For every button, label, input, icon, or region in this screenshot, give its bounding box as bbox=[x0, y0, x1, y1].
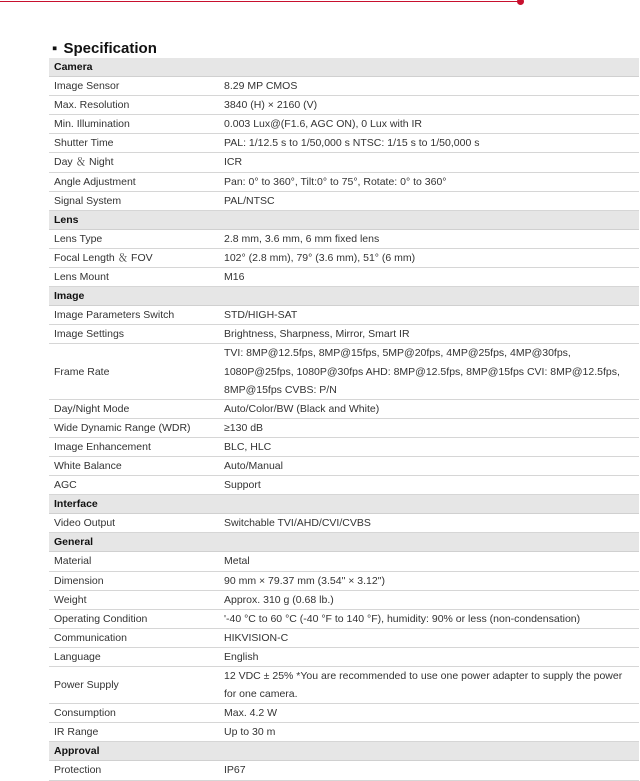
spec-value: STD/HIGH-SAT bbox=[218, 306, 639, 325]
table-row bbox=[49, 134, 639, 153]
section-header-approval bbox=[49, 742, 639, 761]
table-row bbox=[49, 77, 639, 96]
spec-value: 102° (2.8 mm), 79° (3.6 mm), 51° (6 mm) bbox=[218, 248, 639, 267]
table-row bbox=[49, 306, 639, 325]
spec-label: Lens Type bbox=[49, 229, 218, 248]
spec-value: Approx. 310 g (0.68 lb.) bbox=[218, 590, 639, 609]
table-row bbox=[49, 456, 639, 475]
table-row bbox=[49, 399, 639, 418]
section-title: Lens bbox=[49, 210, 639, 229]
spec-value: 12 VDC ± 25% *You are recommended to use one power adapter to supply the power for one camera. bbox=[218, 667, 639, 704]
spec-value: TVI: 8MP@12.5fps, 8MP@15fps, 5MP@20fps, 4MP@25fps, 4MP@30fps, 1080P@25fps, 1080P@30fps AHD: 8MP@12.5fps, 8MP@15fps CVI: 8MP@12.5fps, 8MP@15fps CVBS: P/N bbox=[218, 344, 639, 399]
spec-value: ≥130 dB bbox=[218, 418, 639, 437]
spec-value: Auto/Color/BW (Black and White) bbox=[218, 399, 639, 418]
spec-label: Wide Dynamic Range (WDR) bbox=[49, 418, 218, 437]
section-header-lens bbox=[49, 210, 639, 229]
table-row bbox=[49, 325, 639, 344]
spec-label: AGC bbox=[49, 476, 218, 495]
spec-label: Weight bbox=[49, 590, 218, 609]
header-rule bbox=[0, 1, 518, 2]
spec-value: HIKVISION-C bbox=[218, 628, 639, 647]
table-row bbox=[49, 514, 639, 533]
table-row bbox=[49, 191, 639, 210]
table-row bbox=[49, 96, 639, 115]
section-title: General bbox=[49, 533, 639, 552]
spec-label: Consumption bbox=[49, 704, 218, 723]
table-row bbox=[49, 418, 639, 437]
table-row bbox=[49, 667, 639, 704]
section-title: Image bbox=[49, 287, 639, 306]
table-row bbox=[49, 172, 639, 191]
table-row bbox=[49, 476, 639, 495]
spec-label: Image Parameters Switch bbox=[49, 306, 218, 325]
section-title: Camera bbox=[49, 58, 639, 77]
spec-value: 0.003 Lux@(F1.6, AGC ON), 0 Lux with IR bbox=[218, 115, 639, 134]
spec-value: Auto/Manual bbox=[218, 456, 639, 475]
spec-label: IR Range bbox=[49, 723, 218, 742]
table-row bbox=[49, 761, 639, 780]
section-header-camera bbox=[49, 58, 639, 77]
spec-value: Brightness, Sharpness, Mirror, Smart IR bbox=[218, 325, 639, 344]
table-row bbox=[49, 268, 639, 287]
spec-value: PAL/NTSC bbox=[218, 191, 639, 210]
table-row bbox=[49, 723, 639, 742]
spec-value: 90 mm × 79.37 mm (3.54" × 3.12") bbox=[218, 571, 639, 590]
spec-label: Signal System bbox=[49, 191, 218, 210]
table-row bbox=[49, 571, 639, 590]
spec-label: Shutter Time bbox=[49, 134, 218, 153]
spec-label: Image Enhancement bbox=[49, 437, 218, 456]
spec-value: Up to 30 m bbox=[218, 723, 639, 742]
table-row bbox=[49, 590, 639, 609]
spec-value: Switchable TVI/AHD/CVI/CVBS bbox=[218, 514, 639, 533]
spec-value: IP67 bbox=[218, 761, 639, 780]
spec-heading bbox=[52, 40, 157, 57]
spec-label: Operating Condition bbox=[49, 609, 218, 628]
table-row bbox=[49, 115, 639, 134]
section-header-image bbox=[49, 287, 639, 306]
table-row bbox=[49, 229, 639, 248]
spec-label: Power Supply bbox=[49, 667, 218, 704]
spec-table-body bbox=[49, 58, 639, 780]
spec-label: Communication bbox=[49, 628, 218, 647]
spec-label: Dimension bbox=[49, 571, 218, 590]
section-header-interface bbox=[49, 495, 639, 514]
table-row bbox=[49, 344, 639, 399]
spec-label: Focal Length ＆ FOV bbox=[49, 248, 218, 267]
spec-value: Support bbox=[218, 476, 639, 495]
spec-label: Image Sensor bbox=[49, 77, 218, 96]
table-row bbox=[49, 437, 639, 456]
spec-value: '-40 °C to 60 °C (-40 °F to 140 °F), humidity: 90% or less (non-condensation) bbox=[218, 609, 639, 628]
spec-label: Frame Rate bbox=[49, 344, 218, 399]
spec-label: White Balance bbox=[49, 456, 218, 475]
table-row bbox=[49, 248, 639, 267]
spec-label: Lens Mount bbox=[49, 268, 218, 287]
spec-label: Image Settings bbox=[49, 325, 218, 344]
spec-value: PAL: 1/12.5 s to 1/50,000 s NTSC: 1/15 s to 1/50,000 s bbox=[218, 134, 639, 153]
spec-value: ICR bbox=[218, 153, 639, 172]
spec-table bbox=[49, 58, 639, 781]
section-header-general bbox=[49, 533, 639, 552]
spec-value: 8.29 MP CMOS bbox=[218, 77, 639, 96]
spec-label: Angle Adjustment bbox=[49, 172, 218, 191]
section-title: Interface bbox=[49, 495, 639, 514]
spec-value: BLC, HLC bbox=[218, 437, 639, 456]
heading-bullet: ▪ bbox=[52, 40, 58, 57]
table-row bbox=[49, 647, 639, 666]
spec-label: Language bbox=[49, 647, 218, 666]
spec-label: Protection bbox=[49, 761, 218, 780]
table-row bbox=[49, 628, 639, 647]
spec-label: Day ＆ Night bbox=[49, 153, 218, 172]
spec-label: Material bbox=[49, 552, 218, 571]
table-row bbox=[49, 153, 639, 172]
header-rule-dot bbox=[517, 0, 524, 5]
spec-label: Video Output bbox=[49, 514, 218, 533]
table-row bbox=[49, 609, 639, 628]
spec-value: Max. 4.2 W bbox=[218, 704, 639, 723]
spec-value: Metal bbox=[218, 552, 639, 571]
spec-value: M16 bbox=[218, 268, 639, 287]
spec-value: 2.8 mm, 3.6 mm, 6 mm fixed lens bbox=[218, 229, 639, 248]
section-title: Approval bbox=[49, 742, 639, 761]
spec-heading-text: Specification bbox=[63, 40, 157, 57]
spec-value: Pan: 0° to 360°, Tilt:0° to 75°, Rotate: 0° to 360° bbox=[218, 172, 639, 191]
spec-label: Max. Resolution bbox=[49, 96, 218, 115]
table-row bbox=[49, 552, 639, 571]
spec-value: English bbox=[218, 647, 639, 666]
spec-label: Min. Illumination bbox=[49, 115, 218, 134]
table-row bbox=[49, 704, 639, 723]
spec-label: Day/Night Mode bbox=[49, 399, 218, 418]
spec-value: 3840 (H) × 2160 (V) bbox=[218, 96, 639, 115]
